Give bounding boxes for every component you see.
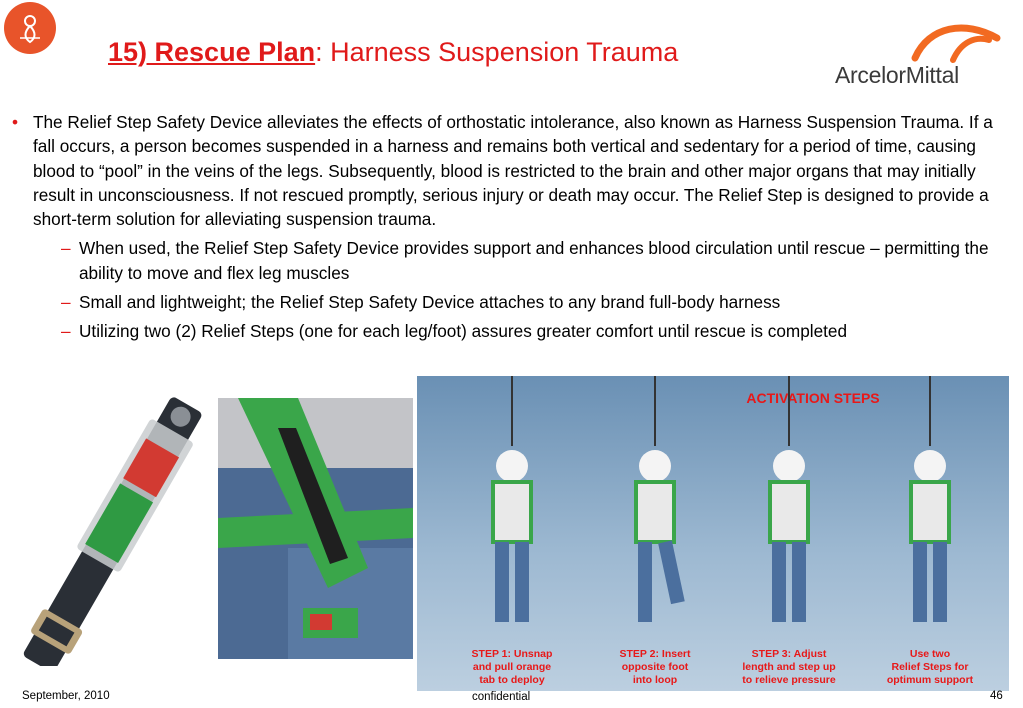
step-caption xyxy=(724,648,854,687)
step-caption-line: STEP 3: Adjust xyxy=(751,648,827,660)
step-caption-line: Relief Steps for xyxy=(891,661,969,673)
sub-bullet-dash: – xyxy=(61,321,71,342)
logo-emblem-icon xyxy=(10,8,50,48)
relief-step-device-photo xyxy=(0,393,215,666)
main-bullet xyxy=(12,110,1017,231)
step-caption-line: length and step up xyxy=(742,661,836,673)
step-caption-line: STEP 1: Unsnap xyxy=(471,648,553,660)
sub-bullet-dash: – xyxy=(61,292,71,313)
brand-swoosh-icon xyxy=(909,20,1005,66)
title-subject: : Harness Suspension Trauma xyxy=(315,37,679,67)
step-caption-line: and pull orange xyxy=(472,661,552,673)
sub-bullet xyxy=(61,290,1017,314)
step-caption-line: into loop xyxy=(632,674,678,686)
harness-leg-image xyxy=(218,398,413,659)
step-caption xyxy=(865,648,995,687)
sub-bullet-dash: – xyxy=(61,238,71,259)
footer-label: confidential xyxy=(472,691,531,703)
relief-step-device-image xyxy=(0,393,215,666)
step-caption-line: optimum support xyxy=(886,674,974,686)
step-caption-line: to relieve pressure xyxy=(742,674,836,686)
brand-name: ArcelorMittal xyxy=(835,62,959,88)
step-caption xyxy=(590,648,720,687)
title-number: 15) Rescue Plan xyxy=(108,37,316,67)
figure-step-3 xyxy=(770,376,808,622)
page-number: 46 xyxy=(990,690,1003,702)
sub-bullet-text: Utilizing two (2) Relief Steps (one for each leg/foot) assures greater comfort until rescue is completed xyxy=(79,321,848,342)
slide-body xyxy=(12,110,1017,344)
step-caption-line: STEP 2: Insert xyxy=(619,648,691,660)
step-caption xyxy=(447,648,577,687)
figure-step-4 xyxy=(911,376,949,622)
step-caption-line: Use two xyxy=(909,648,951,660)
sub-bullet-text: When used, the Relief Step Safety Device provides support and enhances blood circulation until rescue – permitting the ability to move and flex leg muscles xyxy=(79,238,989,283)
activation-steps-title: ACTIVATION STEPS xyxy=(746,390,880,406)
activation-steps-photo xyxy=(417,376,1009,691)
harness-leg-photo xyxy=(218,398,413,659)
activation-figures xyxy=(417,376,1009,691)
corporate-logo xyxy=(4,2,56,54)
figure-step-1 xyxy=(493,376,531,622)
bullet-symbol: • xyxy=(12,112,19,132)
sub-bullet-text: Small and lightweight; the Relief Step Safety Device attaches to any brand full-body harness xyxy=(79,292,781,313)
figure-step-2 xyxy=(636,376,685,622)
step-caption-line: opposite foot xyxy=(621,661,689,673)
sub-bullet xyxy=(61,236,1017,285)
step-caption-line: tab to deploy xyxy=(479,674,545,686)
bullet-text: The Relief Step Safety Device alleviates the effects of orthostatic intolerance, also known as Harness Suspension Trauma. If a fall occurs, a person becomes suspended in a harness and remains both vertical and sedentary for a period of time, causing blood to “pool” in the veins of the legs. Subsequently, blood is restricted to the brain and other major organs that may initially result in unconsciousness. If not rescued promptly, serious injury or death may occur. The Relief Step is designed to provide a short-term solution for alleviating suspension trauma. xyxy=(33,112,993,230)
page-title xyxy=(108,37,678,68)
brand-logo xyxy=(835,20,1005,90)
footer-date: September, 2010 xyxy=(22,690,110,702)
sub-bullet xyxy=(61,319,1017,343)
